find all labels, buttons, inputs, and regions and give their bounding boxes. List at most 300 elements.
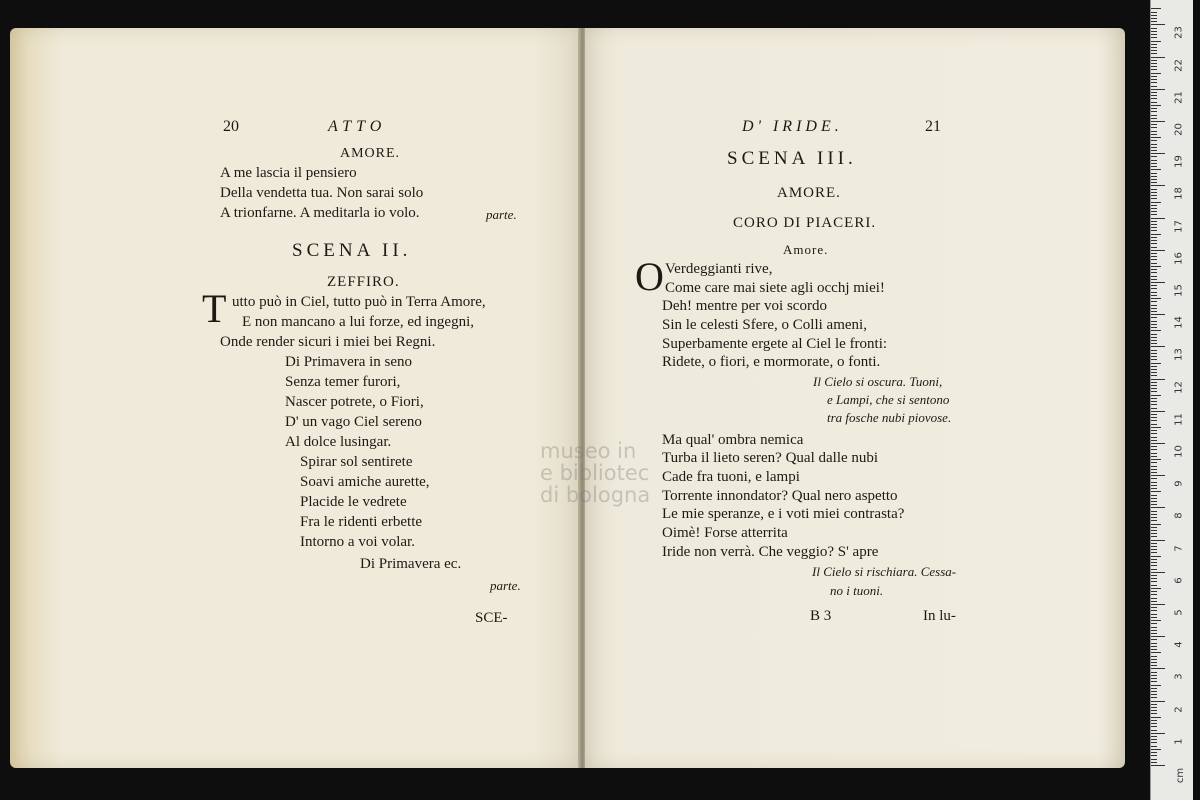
ruler-tick (1151, 292, 1157, 293)
ruler-number: 5 (1173, 609, 1185, 616)
ruler-tick (1151, 720, 1157, 721)
ruler-tick (1151, 688, 1157, 689)
ruler-tick (1151, 649, 1157, 650)
ruler-tick (1151, 420, 1157, 421)
ruler-tick (1151, 276, 1157, 277)
ruler-number: 18 (1173, 187, 1185, 201)
ruler-tick (1151, 765, 1165, 766)
speaker-zeffiro: ZEFFIRO. (327, 274, 400, 290)
ruler-tick (1151, 552, 1157, 553)
ruler-tick (1151, 308, 1157, 309)
ruler-tick (1151, 279, 1157, 280)
ruler-tick (1151, 691, 1157, 692)
right-running-head: D' IRIDE. (742, 118, 843, 135)
ruler-tick (1151, 298, 1161, 299)
ruler-tick (1151, 694, 1157, 695)
ruler-tick (1151, 353, 1157, 354)
ruler-tick (1151, 160, 1157, 161)
stage-direction: e Lampi, che si sentono (827, 392, 950, 407)
ruler-tick (1151, 321, 1157, 322)
ruler-tick (1151, 208, 1157, 209)
ruler-tick (1151, 633, 1157, 634)
ruler-tick (1151, 585, 1157, 586)
ruler-tick (1151, 82, 1157, 83)
characters-line: AMORE. (777, 185, 841, 201)
ruler-tick (1151, 504, 1157, 505)
ruler-tick (1151, 417, 1157, 418)
ruler-tick (1151, 259, 1157, 260)
ruler-tick (1151, 562, 1157, 563)
ruler-tick (1151, 430, 1157, 431)
stage-direction: Il Cielo si rischiara. Cessa- (812, 564, 957, 579)
ruler-tick (1151, 717, 1161, 718)
ruler-tick (1151, 253, 1157, 254)
ruler-tick (1151, 707, 1157, 708)
stage-direction: tra fosche nubi piovose. (827, 410, 952, 425)
ruler-tick (1151, 620, 1161, 621)
ruler-tick (1151, 237, 1157, 238)
ruler-tick (1151, 478, 1157, 479)
ruler-tick (1151, 382, 1157, 383)
verse-line: Nascer potrete, o Fiori, (285, 394, 424, 410)
ruler-tick (1151, 681, 1157, 682)
ruler-tick (1151, 404, 1157, 405)
ruler-tick (1151, 713, 1157, 714)
ruler-tick (1151, 652, 1161, 653)
ruler-tick (1151, 662, 1157, 663)
verse-line: Soavi amiche aurette, (300, 474, 430, 490)
ruler-tick (1151, 127, 1157, 128)
ruler-tick (1151, 12, 1157, 13)
ruler-tick (1151, 533, 1157, 534)
ruler-tick (1151, 449, 1157, 450)
ruler-tick (1151, 63, 1157, 64)
ruler-tick (1151, 437, 1157, 438)
ruler-tick (1151, 588, 1161, 589)
ruler-tick (1151, 507, 1165, 508)
verse-line: Senza temer furori, (285, 374, 401, 390)
catchword: SCE- (475, 610, 508, 626)
ruler-tick (1151, 37, 1157, 38)
ruler-tick (1151, 614, 1157, 615)
ruler-tick (1151, 224, 1157, 225)
ruler-tick (1151, 639, 1157, 640)
ruler-tick (1151, 755, 1157, 756)
watermark-line: di bologna (540, 483, 651, 507)
ruler-tick (1151, 317, 1157, 318)
ruler-tick (1151, 446, 1157, 447)
ruler-tick (1151, 282, 1165, 283)
ruler-tick (1151, 495, 1157, 496)
ruler-tick (1151, 102, 1157, 103)
ruler-tick (1151, 414, 1157, 415)
ruler-tick (1151, 176, 1157, 177)
ruler-tick (1151, 643, 1157, 644)
verse-line: Come care mai siete agli occhj miei! (665, 280, 885, 296)
ruler-tick (1151, 227, 1157, 228)
ruler-tick (1151, 28, 1157, 29)
measuring-ruler (1150, 0, 1193, 800)
ruler-number: 19 (1173, 155, 1185, 169)
ruler-tick (1151, 610, 1157, 611)
ruler-tick (1151, 272, 1157, 273)
ruler-tick (1151, 665, 1157, 666)
drop-capital: O (635, 254, 664, 299)
ruler-tick (1151, 411, 1165, 412)
ruler-tick (1151, 115, 1157, 116)
characters-line: CORO DI PIACERI. (733, 215, 877, 231)
ruler-tick (1151, 565, 1157, 566)
ruler-tick (1151, 305, 1157, 306)
verse-line: Cade fra tuoni, e lampi (662, 469, 800, 485)
watermark (540, 440, 650, 506)
ruler-tick (1151, 179, 1157, 180)
ruler-tick (1151, 369, 1157, 370)
ruler-tick (1151, 536, 1157, 537)
ruler-tick (1151, 617, 1157, 618)
ruler-tick (1151, 401, 1157, 402)
ruler-tick (1151, 234, 1161, 235)
ruler-tick (1151, 311, 1157, 312)
ruler-tick (1151, 256, 1157, 257)
verse-line: Della vendetta tua. Non sarai solo (220, 185, 424, 201)
ruler-tick (1151, 57, 1165, 58)
verse-line: utto può in Ciel, tutto può in Terra Amore, (232, 294, 486, 310)
ruler-tick (1151, 710, 1157, 711)
ruler-tick (1151, 598, 1157, 599)
ruler-tick (1151, 250, 1165, 251)
right-page-number: 21 (925, 118, 941, 135)
ruler-tick (1151, 79, 1157, 80)
catchword: In lu- (923, 608, 956, 624)
ruler-tick (1151, 408, 1157, 409)
ruler-number: 20 (1173, 123, 1185, 136)
ruler-tick (1151, 173, 1157, 174)
ruler-tick (1151, 211, 1157, 212)
ruler-tick (1151, 424, 1157, 425)
ruler-tick (1151, 221, 1157, 222)
ruler-number: 2 (1173, 705, 1185, 713)
ruler-tick (1151, 156, 1157, 157)
ruler-tick (1151, 569, 1157, 570)
open-book (10, 28, 1125, 768)
ruler-tick (1151, 198, 1157, 199)
verse-line: Al dolce lusingar. (285, 434, 392, 450)
ruler-tick (1151, 53, 1157, 54)
ruler-tick (1151, 697, 1157, 698)
ruler-tick (1151, 591, 1157, 592)
ruler-tick (1151, 98, 1157, 99)
speaker-amore: AMORE. (340, 146, 401, 161)
ruler-tick (1151, 443, 1165, 444)
ruler-tick (1151, 453, 1157, 454)
ruler-tick (1151, 546, 1157, 547)
verse-line: Sin le celesti Sfere, o Colli ameni, (662, 317, 867, 333)
ruler-tick (1151, 623, 1157, 624)
ruler-tick (1151, 498, 1157, 499)
ruler-tick (1151, 218, 1165, 219)
ruler-tick (1151, 636, 1165, 637)
ruler-tick (1151, 427, 1161, 428)
ruler-tick (1151, 263, 1157, 264)
ruler-tick (1151, 340, 1157, 341)
ruler-tick (1151, 230, 1157, 231)
verse-line: Le mie speranze, e i voti miei contrasta? (662, 506, 905, 522)
ruler-tick (1151, 656, 1157, 657)
ruler-tick (1151, 543, 1157, 544)
scene-title: SCENA II. (292, 240, 412, 261)
ruler-tick (1151, 627, 1157, 628)
verse-line: Superbamente ergete al Ciel le fronti: (662, 336, 888, 352)
ruler-tick (1151, 269, 1157, 270)
ruler-tick (1151, 549, 1157, 550)
ruler-tick (1151, 485, 1157, 486)
ruler-tick (1151, 482, 1157, 483)
verse-line: Ma qual' ombra nemica (662, 432, 804, 448)
ruler-tick (1151, 675, 1157, 676)
ruler-tick (1151, 327, 1157, 328)
ruler-number: 6 (1173, 577, 1185, 584)
ruler-tick (1151, 469, 1157, 470)
ruler-tick (1151, 314, 1165, 315)
ruler-tick (1151, 391, 1157, 392)
ruler-tick (1151, 47, 1157, 48)
ruler-tick (1151, 395, 1161, 396)
ruler-tick (1151, 366, 1157, 367)
left-page-number: 20 (223, 118, 239, 135)
ruler-tick (1151, 379, 1165, 380)
refrain: Di Primavera ec. (360, 556, 462, 572)
ruler-tick (1151, 678, 1157, 679)
ruler-tick (1151, 31, 1157, 32)
ruler-tick (1151, 746, 1157, 747)
ruler-tick (1151, 704, 1157, 705)
signature-mark: B 3 (810, 608, 832, 624)
ruler-tick (1151, 459, 1161, 460)
ruler-number: 11 (1173, 412, 1185, 426)
verse-line: Spirar sol sentirete (300, 454, 413, 470)
ruler-tick (1151, 137, 1161, 138)
ruler-tick (1151, 350, 1157, 351)
ruler-tick (1151, 166, 1157, 167)
ruler-tick (1151, 594, 1157, 595)
ruler-tick (1151, 185, 1165, 186)
watermark-line: e bibliotec (540, 461, 650, 485)
ruler-tick (1151, 144, 1157, 145)
ruler-tick (1151, 375, 1157, 376)
ruler-tick (1151, 759, 1157, 760)
ruler-tick (1151, 73, 1161, 74)
ruler-tick (1151, 86, 1157, 87)
ruler-tick (1151, 66, 1157, 67)
ruler-tick (1151, 182, 1157, 183)
ruler-tick (1151, 398, 1157, 399)
ruler-tick (1151, 24, 1165, 25)
ruler-tick (1151, 69, 1157, 70)
ruler-tick (1151, 604, 1165, 605)
ruler-tick (1151, 472, 1157, 473)
ruler-tick (1151, 247, 1157, 248)
ruler-tick (1151, 121, 1165, 122)
right-page (585, 28, 1125, 768)
ruler-tick (1151, 60, 1157, 61)
ruler-tick (1151, 578, 1157, 579)
ruler-tick (1151, 668, 1165, 669)
left-page (10, 28, 580, 768)
ruler-number: 12 (1173, 380, 1185, 394)
ruler-tick (1151, 150, 1157, 151)
ruler-tick (1151, 742, 1157, 743)
ruler-number: 22 (1173, 58, 1185, 72)
ruler-number: 13 (1173, 348, 1185, 362)
ruler-number: 3 (1173, 673, 1185, 681)
ruler-tick (1151, 517, 1157, 518)
ruler-tick (1151, 92, 1157, 93)
ruler-tick (1151, 685, 1161, 686)
ruler-tick (1151, 95, 1157, 96)
ruler-tick (1151, 736, 1157, 737)
verse-line: Oimè! Forse atterrita (662, 525, 788, 541)
ruler-tick (1151, 202, 1161, 203)
ruler-tick (1151, 111, 1157, 112)
ruler-tick (1151, 205, 1157, 206)
ruler-tick (1151, 752, 1157, 753)
ruler-tick (1151, 189, 1157, 190)
ruler-tick (1151, 134, 1157, 135)
verse-line: Torrente innondator? Qual nero aspetto (662, 488, 898, 504)
ruler-number: 9 (1173, 480, 1185, 487)
ruler-unit: cm (1175, 767, 1187, 784)
verse-line: Di Primavera in seno (285, 354, 413, 370)
drop-capital: T (202, 286, 227, 331)
ruler-number: 15 (1173, 284, 1185, 297)
ruler-number: 4 (1173, 641, 1185, 648)
verse-line: Fra le ridenti erbette (300, 514, 423, 530)
ruler-tick (1151, 601, 1157, 602)
ruler-tick (1151, 41, 1161, 42)
ruler-number: 7 (1173, 544, 1185, 552)
ruler-tick (1151, 192, 1157, 193)
ruler-tick (1151, 733, 1165, 734)
ruler-tick (1151, 556, 1161, 557)
ruler-tick (1151, 163, 1157, 164)
ruler-tick (1151, 240, 1157, 241)
ruler-tick (1151, 169, 1161, 170)
ruler-tick (1151, 105, 1161, 106)
ruler-tick (1151, 334, 1157, 335)
ruler-tick (1151, 520, 1157, 521)
ruler-tick (1151, 440, 1157, 441)
ruler-tick (1151, 131, 1157, 132)
ruler-number: 1 (1173, 738, 1185, 745)
ruler-tick (1151, 330, 1161, 331)
ruler-tick (1151, 672, 1157, 673)
scene-title: SCENA III. (727, 148, 857, 169)
ruler-tick (1151, 337, 1157, 338)
ruler-tick (1151, 730, 1157, 731)
ruler-tick (1151, 630, 1157, 631)
ruler-tick (1151, 18, 1157, 19)
ruler-tick (1151, 527, 1157, 528)
ruler-tick (1151, 76, 1157, 77)
ruler-tick (1151, 466, 1157, 467)
ruler-tick (1151, 140, 1157, 141)
stage-exit: parte. (490, 578, 521, 593)
verse-line: Turba il lieto seren? Qual dalle nubi (662, 450, 879, 466)
ruler-tick (1151, 44, 1157, 45)
ruler-tick (1151, 659, 1157, 660)
ruler-tick (1151, 324, 1157, 325)
ruler-tick (1151, 646, 1157, 647)
ruler-tick (1151, 285, 1157, 286)
ruler-tick (1151, 749, 1161, 750)
ruler-tick (1151, 301, 1157, 302)
ruler-number: 21 (1173, 90, 1185, 104)
ruler-tick (1151, 385, 1157, 386)
verse-line: Iride non verrà. Che veggio? S' apre (662, 544, 879, 560)
ruler-tick (1151, 359, 1157, 360)
ruler-tick (1151, 343, 1157, 344)
verse-line: Placide le vedrete (300, 494, 407, 510)
ruler-tick (1151, 388, 1157, 389)
ruler-tick (1151, 108, 1157, 109)
verse-line: A me lascia il pensiero (220, 165, 357, 181)
ruler-tick (1151, 475, 1165, 476)
ruler-tick (1151, 462, 1157, 463)
ruler-tick (1151, 501, 1157, 502)
ruler-tick (1151, 8, 1161, 9)
ruler-tick (1151, 266, 1161, 267)
ruler-tick (1151, 363, 1161, 364)
ruler-tick (1151, 356, 1157, 357)
verse-line: A trionfarne. A meditarla io volo. (220, 205, 420, 221)
verse-line: Intorno a voi volar. (300, 534, 415, 550)
verse-line: Onde render sicuri i miei bei Regni. (220, 334, 436, 350)
ruler-tick (1151, 118, 1157, 119)
ruler-tick (1151, 607, 1157, 608)
verse-line: Deh! mentre per voi scordo (662, 298, 827, 314)
ruler-number: 8 (1173, 512, 1185, 520)
ruler-tick (1151, 288, 1157, 289)
ruler-number: 16 (1173, 251, 1185, 265)
ruler-tick (1151, 346, 1165, 347)
ruler-tick (1151, 762, 1157, 763)
ruler-number: 17 (1173, 219, 1185, 233)
watermark-line: museo in (540, 439, 637, 463)
ruler-tick (1151, 701, 1165, 702)
ruler-tick (1151, 15, 1157, 16)
ruler-tick (1151, 559, 1157, 560)
ruler-tick (1151, 34, 1157, 35)
ruler-tick (1151, 726, 1157, 727)
ruler-tick (1151, 488, 1157, 489)
ruler-tick (1151, 295, 1157, 296)
ruler-tick (1151, 243, 1157, 244)
ruler-tick (1151, 433, 1157, 434)
ruler-tick (1151, 739, 1157, 740)
ruler-tick (1151, 153, 1165, 154)
ruler-tick (1151, 456, 1157, 457)
verse-line: D' un vago Ciel sereno (285, 414, 422, 430)
ruler-tick (1151, 511, 1157, 512)
ruler-tick (1151, 147, 1157, 148)
left-running-head: ATTO (328, 118, 387, 135)
ruler-tick (1151, 372, 1157, 373)
ruler-tick (1151, 491, 1161, 492)
ruler-number: 10 (1173, 445, 1185, 458)
ruler-tick (1151, 572, 1165, 573)
ruler-number: 14 (1173, 316, 1185, 330)
